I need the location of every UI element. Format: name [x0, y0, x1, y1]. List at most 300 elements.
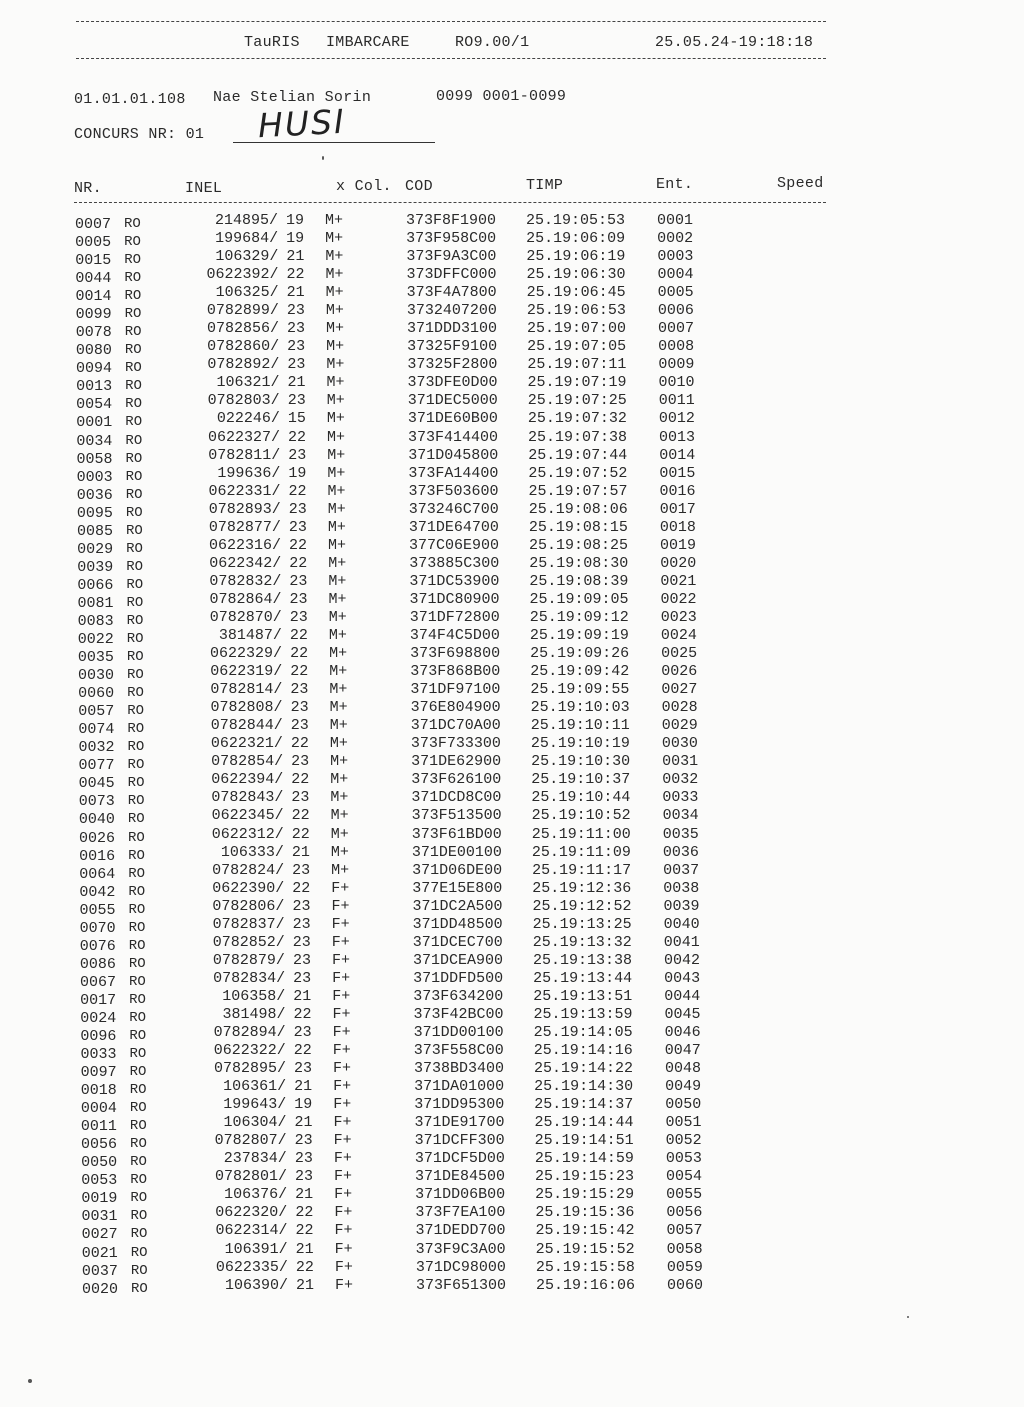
row-country: RO — [126, 558, 144, 575]
row-entry: 0031 — [662, 753, 699, 771]
row-time: 25.19:15:42 — [535, 1222, 635, 1240]
row-sex: M+ — [325, 248, 344, 266]
row-country: RO — [127, 811, 145, 828]
row-sex: M+ — [326, 374, 345, 392]
row-code: 371DC70A00 — [410, 717, 501, 735]
row-country: RO — [130, 1190, 148, 1207]
row-ring: 0782811/ — [208, 446, 281, 464]
row-ring: 0622392/ — [206, 266, 279, 284]
row-nr: 0054 — [76, 396, 113, 414]
col-nr: NR. — [74, 180, 102, 197]
row-ring: 106304/ — [223, 1114, 287, 1132]
row-code: 371DE00100 — [411, 843, 502, 861]
row-entry: 0014 — [659, 446, 696, 464]
row-country: RO — [126, 631, 144, 648]
row-ring: 0782843/ — [211, 789, 284, 807]
row-time: 25.19:14:05 — [533, 1024, 633, 1041]
row-entry: 0057 — [666, 1222, 703, 1240]
row-ring: 106325/ — [215, 284, 279, 302]
row-entry: 0034 — [662, 807, 699, 825]
row-time: 25.19:12:36 — [532, 879, 632, 897]
row-nr: 0014 — [75, 288, 112, 306]
row-code: 373F7EA100 — [415, 1204, 506, 1222]
row-year: 21 — [291, 843, 310, 861]
row-time: 25.19:13:25 — [532, 915, 632, 933]
row-year: 21 — [296, 1276, 315, 1294]
row-sex: M+ — [328, 590, 347, 608]
row-country: RO — [128, 955, 146, 972]
row-time: 25.19:14:16 — [533, 1042, 633, 1060]
row-sex: M+ — [325, 212, 344, 229]
row-code: 373F868B00 — [410, 663, 501, 681]
row-ring: 0622312/ — [211, 825, 284, 843]
row-time: 25.19:07:25 — [527, 392, 627, 410]
row-sex: M+ — [329, 699, 348, 717]
row-year: 23 — [292, 915, 311, 933]
row-sex: M+ — [325, 284, 344, 302]
row-year: 22 — [286, 266, 305, 284]
row-sex: M+ — [329, 663, 348, 681]
row-time: 25.19:10:11 — [530, 717, 630, 735]
row-time: 25.19:09:55 — [530, 681, 630, 699]
row-year: 22 — [293, 1042, 312, 1060]
row-time: 25.19:15:23 — [534, 1168, 634, 1186]
row-code: 371DCF5D00 — [414, 1150, 505, 1168]
row-code: 377E15E800 — [412, 879, 503, 897]
row-sex: F+ — [331, 951, 350, 969]
row-entry: 0013 — [659, 428, 696, 446]
row-time: 25.19:07:32 — [527, 410, 627, 428]
row-sex: F+ — [334, 1258, 353, 1276]
row-country: RO — [129, 1082, 147, 1099]
row-time: 25.19:06:09 — [526, 230, 626, 248]
row-code: 371DE84500 — [414, 1168, 505, 1186]
row-nr: 0016 — [79, 847, 116, 865]
row-year: 21 — [295, 1240, 314, 1258]
row-entry: 0032 — [662, 771, 699, 789]
row-entry: 0006 — [657, 302, 694, 320]
row-country: RO — [126, 594, 144, 611]
row-nr: 0066 — [77, 576, 114, 594]
row-code: 371DF72800 — [409, 608, 500, 626]
col-xcol: x Col. — [336, 178, 392, 195]
row-sex: M+ — [327, 446, 346, 464]
row-time: 25.19:11:00 — [531, 825, 631, 843]
row-time: 25.19:13:59 — [533, 1005, 633, 1023]
row-nr: 0027 — [81, 1226, 118, 1244]
row-year: 23 — [287, 338, 306, 356]
row-entry: 0029 — [661, 717, 698, 735]
row-ring: 237834/ — [223, 1150, 287, 1168]
row-code: 371DC80900 — [409, 590, 500, 608]
row-entry: 0003 — [657, 248, 694, 266]
row-entry: 0051 — [665, 1114, 702, 1132]
row-year: 23 — [288, 518, 307, 536]
row-year: 21 — [286, 284, 305, 302]
row-nr: 0097 — [80, 1064, 117, 1082]
row-nr: 0034 — [76, 432, 113, 450]
row-country: RO — [128, 865, 146, 882]
row-country: RO — [126, 649, 144, 666]
row-country: RO — [127, 703, 145, 720]
row-code: 373DFE0D00 — [407, 374, 498, 392]
row-country: RO — [126, 540, 143, 557]
row-code: 373F503600 — [408, 482, 499, 500]
row-code: 371DC2A500 — [412, 897, 503, 915]
row-entry: 0049 — [665, 1078, 702, 1096]
owner-range: 0099 0001-0099 — [436, 88, 567, 105]
row-ring: 199643/ — [223, 1096, 287, 1114]
row-year: 23 — [287, 320, 306, 338]
row-country: RO — [129, 1009, 147, 1026]
row-ring: 022246/ — [216, 410, 280, 428]
row-year: 23 — [286, 302, 305, 320]
row-sex: M+ — [327, 482, 346, 500]
row-time: 25.19:14:44 — [534, 1114, 634, 1132]
row-code: 373F42BC00 — [413, 1005, 504, 1023]
system-name: TauRIS — [244, 34, 300, 51]
row-time: 25.19:15:36 — [535, 1204, 635, 1222]
row-year: 21 — [287, 374, 306, 392]
row-sex: F+ — [334, 1204, 353, 1222]
row-time: 25.19:10:44 — [531, 789, 631, 807]
row-code: 37325F9100 — [407, 338, 498, 356]
row-year: 23 — [293, 1024, 312, 1041]
row-country: RO — [124, 288, 142, 305]
row-country: RO — [130, 1136, 147, 1153]
row-time: 25.19:11:09 — [531, 843, 631, 861]
row-ring: 106358/ — [222, 987, 286, 1005]
row-time: 25.19:07:44 — [528, 446, 628, 464]
row-country: RO — [130, 1172, 148, 1189]
row-ring: 0622390/ — [212, 879, 285, 897]
row-entry: 0001 — [657, 212, 694, 229]
row-sex: M+ — [330, 825, 349, 843]
row-ring: 0782807/ — [214, 1132, 287, 1150]
row-ring: 0782837/ — [212, 915, 285, 933]
row-year: 21 — [295, 1186, 314, 1204]
row-entry: 0060 — [667, 1276, 704, 1294]
row-code: 373F733300 — [410, 735, 501, 753]
row-ring: 0782864/ — [209, 590, 282, 608]
row-sex: F+ — [332, 987, 351, 1005]
row-code: 371DD48500 — [412, 915, 503, 933]
row-entry: 0028 — [661, 699, 698, 717]
row-sex: F+ — [331, 897, 350, 915]
row-time: 25.19:10:37 — [531, 771, 631, 789]
row-entry: 0047 — [664, 1042, 701, 1060]
row-sex: F+ — [335, 1276, 354, 1294]
row-nr: 0004 — [80, 1100, 117, 1118]
row-year: 23 — [290, 699, 309, 717]
row-year: 22 — [289, 536, 308, 554]
row-ring: 0782879/ — [212, 951, 285, 969]
row-code: 373F651300 — [416, 1276, 507, 1294]
row-ring: 0622331/ — [208, 482, 281, 500]
row-country: RO — [127, 793, 145, 810]
row-nr: 0086 — [79, 955, 116, 973]
row-entry: 0020 — [660, 554, 697, 572]
row-country: RO — [130, 1154, 147, 1171]
row-country: RO — [127, 739, 145, 756]
row-nr: 0001 — [76, 414, 113, 432]
row-country: RO — [129, 1028, 147, 1044]
row-entry: 0019 — [660, 536, 697, 554]
row-nr: 0042 — [79, 883, 116, 901]
row-code: 373F8F1900 — [406, 212, 497, 229]
row-ring: 0782894/ — [213, 1024, 286, 1041]
row-year: 21 — [286, 248, 305, 266]
row-sex: M+ — [328, 572, 347, 590]
row-country: RO — [127, 685, 144, 702]
row-year: 23 — [294, 1150, 313, 1168]
row-country: RO — [129, 1046, 147, 1063]
row-time: 25.19:16:06 — [536, 1276, 636, 1294]
row-sex: M+ — [326, 392, 345, 410]
row-nr: 0073 — [78, 793, 115, 811]
row-nr: 0026 — [79, 829, 116, 847]
row-year: 22 — [293, 1005, 312, 1023]
row-country: RO — [127, 721, 145, 738]
row-sex: M+ — [327, 428, 346, 446]
row-year: 22 — [291, 771, 310, 789]
row-year: 23 — [290, 681, 309, 699]
row-time: 25.19:07:57 — [528, 482, 628, 500]
row-ring: 0782892/ — [207, 356, 280, 374]
row-country: RO — [127, 757, 145, 774]
row-entry: 0045 — [664, 1005, 701, 1023]
row-sex: M+ — [326, 320, 345, 338]
row-ring: 0622329/ — [210, 645, 283, 663]
row-sex: F+ — [331, 933, 350, 951]
row-ring: 106321/ — [216, 374, 280, 392]
row-entry: 0043 — [664, 969, 701, 987]
row-time: 25.19:08:15 — [528, 518, 628, 536]
row-time: 25.19:08:06 — [528, 500, 628, 518]
row-entry: 0048 — [664, 1060, 701, 1078]
row-time: 25.19:09:19 — [529, 627, 629, 645]
row-nr: 0044 — [75, 270, 112, 288]
row-country: RO — [128, 919, 146, 936]
row-year: 23 — [289, 608, 308, 626]
row-code: 371DCEA900 — [412, 951, 503, 969]
header-top-rule — [76, 21, 826, 22]
row-code: 371DCD8C00 — [411, 789, 502, 807]
row-nr: 0099 — [75, 306, 112, 324]
row-entry: 0056 — [666, 1204, 703, 1222]
row-ring: 0622345/ — [211, 807, 284, 825]
row-code: 37325F2800 — [407, 356, 498, 374]
row-time: 25.19:14:22 — [533, 1060, 633, 1078]
row-time: 25.19:08:39 — [529, 572, 629, 590]
row-ring: 106391/ — [224, 1240, 288, 1258]
row-code: 373885C300 — [409, 554, 500, 572]
row-entry: 0050 — [665, 1096, 702, 1114]
row-year: 23 — [291, 753, 310, 771]
row-country: RO — [125, 432, 143, 449]
row-time: 25.19:15:52 — [535, 1240, 635, 1258]
row-sex: M+ — [330, 843, 349, 861]
row-ring: 0622327/ — [208, 428, 281, 446]
row-nr: 0039 — [77, 558, 114, 576]
row-time: 25.19:07:52 — [528, 464, 628, 482]
row-entry: 0059 — [666, 1258, 703, 1276]
row-time: 25.19:14:30 — [534, 1078, 634, 1096]
row-code: 371DC53900 — [409, 572, 500, 590]
row-sex: M+ — [328, 536, 347, 554]
row-code: 371DE62900 — [411, 753, 502, 771]
row-nr: 0094 — [75, 360, 112, 378]
row-year: 22 — [295, 1222, 314, 1240]
row-country: RO — [124, 270, 142, 287]
row-entry: 0030 — [661, 735, 698, 753]
print-datetime: 25.05.24-19:18:18 — [655, 34, 814, 51]
row-ring: 106333/ — [220, 843, 284, 861]
row-country: RO — [129, 991, 146, 1008]
row-sex: M+ — [328, 608, 347, 626]
row-ring: 0782834/ — [213, 969, 286, 987]
row-nr: 0040 — [78, 811, 115, 829]
row-code: 373DFFC000 — [406, 266, 497, 284]
row-code: 371DE64700 — [408, 518, 499, 536]
row-entry: 0024 — [660, 627, 697, 645]
row-ring: 214895/ — [214, 212, 278, 229]
row-ring: 0622394/ — [211, 771, 284, 789]
row-ring: 0782895/ — [213, 1060, 286, 1078]
row-country: RO — [128, 847, 145, 864]
row-year: 19 — [294, 1096, 313, 1114]
row-sex: M+ — [327, 464, 346, 482]
row-country: RO — [126, 576, 144, 593]
row-nr: 0007 — [75, 216, 112, 233]
row-country: RO — [125, 378, 142, 395]
row-code: 371DDFD500 — [413, 969, 504, 987]
row-time: 25.19:09:42 — [530, 663, 630, 681]
row-time: 25.19:13:32 — [532, 933, 632, 951]
row-nr: 0058 — [76, 450, 113, 468]
row-entry: 0016 — [659, 482, 696, 500]
row-sex: F+ — [331, 879, 350, 897]
row-country: RO — [125, 450, 143, 467]
row-code: 371DC98000 — [415, 1258, 506, 1276]
row-nr: 0067 — [79, 973, 116, 991]
row-code: 376E804900 — [410, 699, 501, 717]
row-time: 25.19:13:38 — [532, 951, 632, 969]
row-nr: 0018 — [80, 1082, 117, 1100]
row-nr: 0070 — [79, 919, 116, 937]
row-code: 371DCFF300 — [414, 1132, 505, 1150]
row-time: 25.19:07:38 — [528, 428, 628, 446]
row-nr: 0064 — [79, 865, 116, 883]
row-entry: 0044 — [664, 987, 701, 1005]
module-name: IMBARCARE — [326, 34, 410, 51]
row-sex: M+ — [328, 627, 347, 645]
row-year: 22 — [290, 645, 309, 663]
row-entry: 0011 — [658, 392, 695, 410]
row-ring: 0782877/ — [208, 518, 281, 536]
row-sex: F+ — [334, 1186, 353, 1204]
row-time: 25.19:06:53 — [526, 302, 626, 320]
row-ring: 0782814/ — [210, 681, 283, 699]
row-year: 22 — [288, 428, 307, 446]
row-ring: 0782899/ — [206, 302, 279, 320]
row-year: 22 — [295, 1204, 314, 1222]
row-entry: 0009 — [658, 356, 695, 374]
row-code: 373F4A7800 — [406, 284, 497, 302]
row-code: 373246C700 — [408, 500, 499, 518]
row-sex: M+ — [329, 717, 348, 735]
row-year: 23 — [293, 969, 312, 987]
row-code: 371DF97100 — [410, 681, 501, 699]
row-country: RO — [124, 324, 142, 341]
row-nr: 0013 — [76, 378, 113, 396]
row-sex: F+ — [333, 1168, 352, 1186]
row-nr: 0036 — [76, 486, 113, 504]
contest-label: CONCURS NR: 01 — [74, 126, 205, 143]
row-country: RO — [128, 973, 146, 990]
row-entry: 0015 — [659, 464, 696, 482]
row-time: 25.19:07:11 — [527, 356, 627, 374]
row-code: 371DD00100 — [413, 1024, 504, 1041]
row-year: 19 — [286, 230, 305, 248]
row-year: 15 — [287, 410, 306, 428]
row-country: RO — [125, 468, 143, 485]
row-year: 21 — [294, 1078, 313, 1096]
row-code: 373F414400 — [408, 428, 499, 446]
row-year: 23 — [289, 590, 308, 608]
row-nr: 0077 — [78, 757, 115, 775]
row-code: 3732407200 — [406, 302, 497, 320]
row-year: 22 — [291, 807, 310, 825]
row-code: 373F558C00 — [413, 1042, 504, 1060]
row-sex: F+ — [332, 1060, 351, 1078]
row-country: RO — [124, 216, 141, 232]
row-year: 23 — [294, 1132, 313, 1150]
row-nr: 0056 — [81, 1136, 118, 1154]
row-entry: 0017 — [659, 500, 696, 518]
row-nr: 0021 — [81, 1244, 118, 1262]
row-ring: 0782832/ — [209, 572, 282, 590]
row-country: RO — [128, 883, 146, 900]
row-time: 25.19:10:19 — [530, 735, 630, 753]
row-nr: 0024 — [80, 1009, 117, 1027]
row-sex: F+ — [334, 1240, 353, 1258]
row-code: 371DEDD700 — [415, 1222, 506, 1240]
row-entry: 0004 — [657, 266, 694, 284]
row-entry: 0053 — [665, 1150, 702, 1168]
row-sex: F+ — [331, 915, 350, 933]
row-entry: 0039 — [663, 897, 700, 915]
row-entry: 0058 — [666, 1240, 703, 1258]
row-nr: 0032 — [78, 739, 115, 757]
row-sex: M+ — [329, 735, 348, 753]
col-speed: Speed — [777, 175, 824, 192]
row-time: 25.19:10:03 — [530, 699, 630, 717]
row-nr: 0053 — [81, 1172, 118, 1190]
row-entry: 0007 — [658, 320, 695, 338]
row-sex: M+ — [330, 771, 349, 789]
row-entry: 0036 — [662, 843, 699, 861]
row-time: 25.19:06:19 — [526, 248, 626, 266]
row-ring: 106361/ — [223, 1078, 287, 1096]
row-time: 25.19:14:37 — [534, 1096, 634, 1114]
row-code: 373F9C3A00 — [415, 1240, 506, 1258]
row-entry: 0054 — [665, 1168, 702, 1186]
row-time: 25.19:10:30 — [531, 753, 631, 771]
row-time: 25.19:06:30 — [526, 266, 626, 284]
row-country: RO — [124, 306, 142, 323]
row-sex: F+ — [332, 1042, 351, 1060]
